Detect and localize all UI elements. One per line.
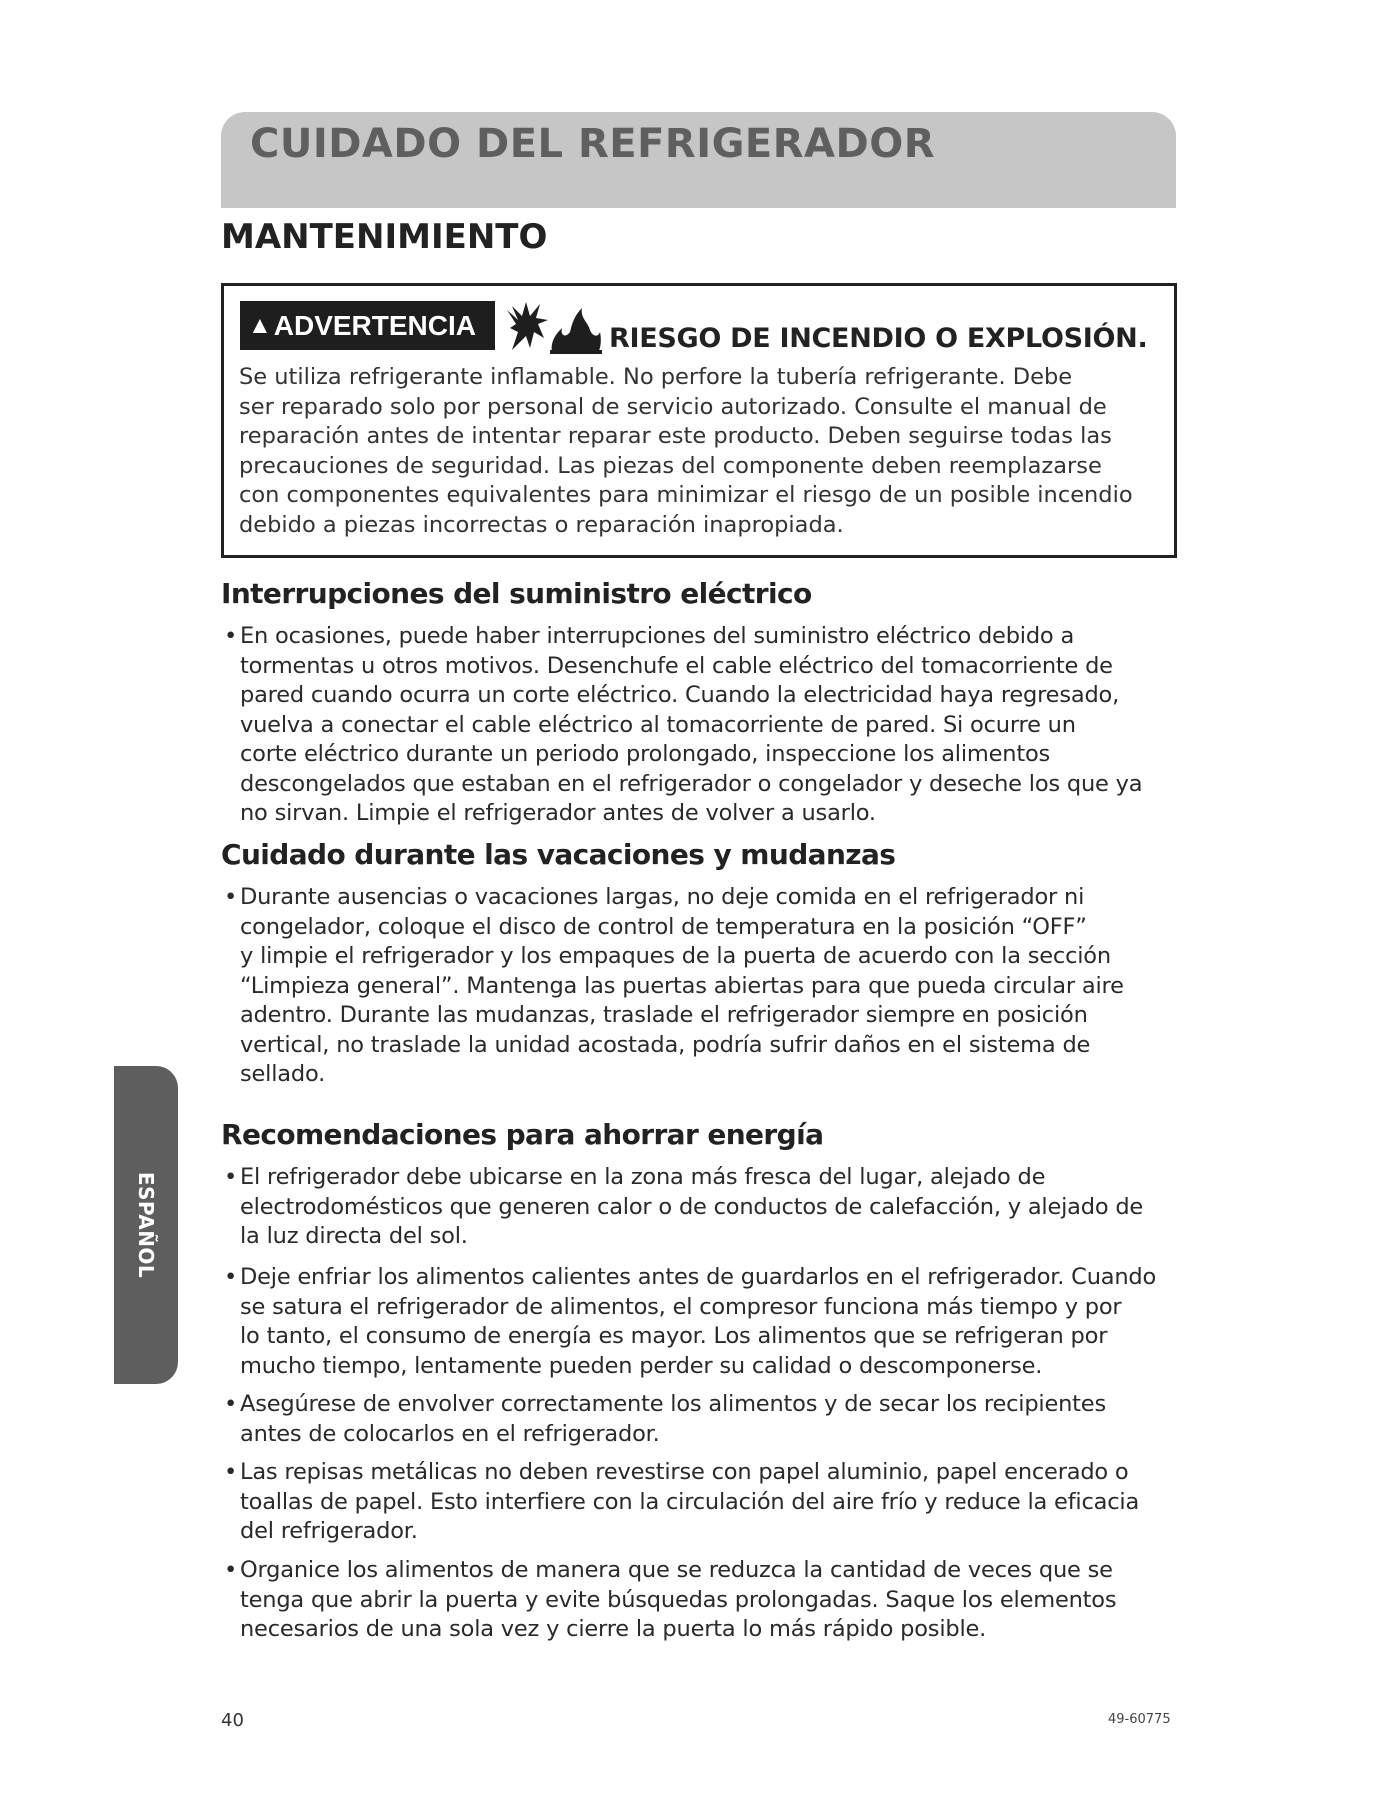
list-item xyxy=(224,1390,1184,1449)
list-item xyxy=(224,1556,1184,1645)
warning-badge-label: ADVERTENCIA xyxy=(273,309,476,341)
list-item-text: Asegúrese de envolver correctamente los alimentos y de secar los recipientes antes de colocarlos en el refrigerador. xyxy=(240,1391,1106,1447)
list-item xyxy=(224,1163,1184,1252)
bullet-icon: • xyxy=(224,1557,238,1583)
page-header-bar xyxy=(221,112,1176,208)
list-item-text: Deje enfriar los alimentos calientes antes de guardarlos en el refrigerador. Cuando se satura el refrigerador de alimentos, el compresor funciona más tiempo y por lo tanto, el consumo de energía es mayor. Los alimentos que se refrigeran por mucho tiempo, lentamente pueden perder su calidad o descomponerse. xyxy=(240,1264,1157,1379)
list-item-text: Las repisas metálicas no deben revestirse con papel aluminio, papel encerado o toallas de papel. Esto interfiere con la circulación del aire frío y reduce la eficacia del refrigerador. xyxy=(240,1459,1140,1544)
page-number: 40 xyxy=(221,1710,244,1731)
list-item-text: Durante ausencias o vacaciones largas, no deje comida en el refrigerador ni congelador, coloque el disco de control de temperatura en la posición “OFF” y limpie el refrigerador y los empaques de la puerta de acuerdo con la sección “Limpieza general”. Mantenga las puertas abiertas para que pueda circular aire adentro. Durante las mudanzas, traslade el refrigerador siempre en posición vertical, no traslade la unidad acostada, podría sufrir daños en el sistema de sellado. xyxy=(240,884,1124,1087)
hazard-icons xyxy=(504,302,604,354)
list-item xyxy=(224,1458,1184,1547)
bullet-icon: • xyxy=(224,1164,238,1190)
list-item xyxy=(224,622,1184,829)
bullet-icon: • xyxy=(224,623,238,649)
list-item-text: En ocasiones, puede haber interrupciones del suministro eléctrico debido a tormentas u otros motivos. Desenchufe el cable eléctrico del tomacorriente de pared cuando ocurra un corte eléctrico. Cuando la electricidad haya regresado, vuelva a conectar el cable eléctrico al tomacorriente de pared. Si ocurre un corte eléctrico durante un periodo prolongado, inspeccione los alimentos descongelados que estaban en el refrigerador o congelador y deseche los que ya no sirvan. Limpie el refrigerador antes de volver a usarlo. xyxy=(240,623,1143,826)
list-item xyxy=(224,1263,1184,1381)
warning-text: Se utiliza refrigerante inflamable. No perfore la tubería refrigerante. Debe ser reparado solo por personal de servicio autorizado. Consulte el manual de reparación antes de intentar reparar este producto. Deben seguirse todas las precauciones de seguridad. Las piezas del componente deben reemplazarse con componentes equivalentes para minimizar el riesgo de un posible incendio debido a piezas incorrectas o reparación inapropiada. xyxy=(239,364,1133,538)
language-tab-label: ESPAÑOL xyxy=(134,1171,158,1279)
vacation-heading: Cuidado durante las vacaciones y mudanzas xyxy=(221,838,896,871)
list-item-text: Organice los alimentos de manera que se reduzca la cantidad de veces que se tenga que abrir la puerta y evite búsquedas prolongadas. Saque los elementos necesarios de una sola vez y cierre la puerta lo más rápido posible. xyxy=(240,1557,1117,1642)
bullet-icon: • xyxy=(224,884,238,910)
list-item xyxy=(224,883,1184,1090)
warning-badge xyxy=(240,301,495,350)
document-code: 49-60775 xyxy=(1108,1712,1171,1727)
bullet-icon: • xyxy=(224,1391,238,1417)
power-interruptions-heading: Interrupciones del suministro eléctrico xyxy=(221,577,812,610)
bullet-icon: • xyxy=(224,1264,238,1290)
page-title: CUIDADO DEL REFRIGERADOR xyxy=(250,121,936,167)
warning-heading: RIESGO DE INCENDIO O EXPLOSIÓN. xyxy=(609,323,1148,354)
energy-heading: Recomendaciones para ahorrar energía xyxy=(221,1118,824,1151)
explosion-icon xyxy=(507,302,548,350)
warning-box xyxy=(221,283,1177,558)
bullet-icon: • xyxy=(224,1459,238,1485)
fire-icon xyxy=(550,308,602,354)
language-tab xyxy=(114,1066,178,1384)
warning-triangle-icon: ▲ xyxy=(248,311,272,339)
section-title: MANTENIMIENTO xyxy=(221,217,548,257)
list-item-text: El refrigerador debe ubicarse en la zona más fresca del lugar, alejado de electrodomésticos que generen calor o de conductos de calefacción, y alejado de la luz directa del sol. xyxy=(240,1164,1144,1249)
